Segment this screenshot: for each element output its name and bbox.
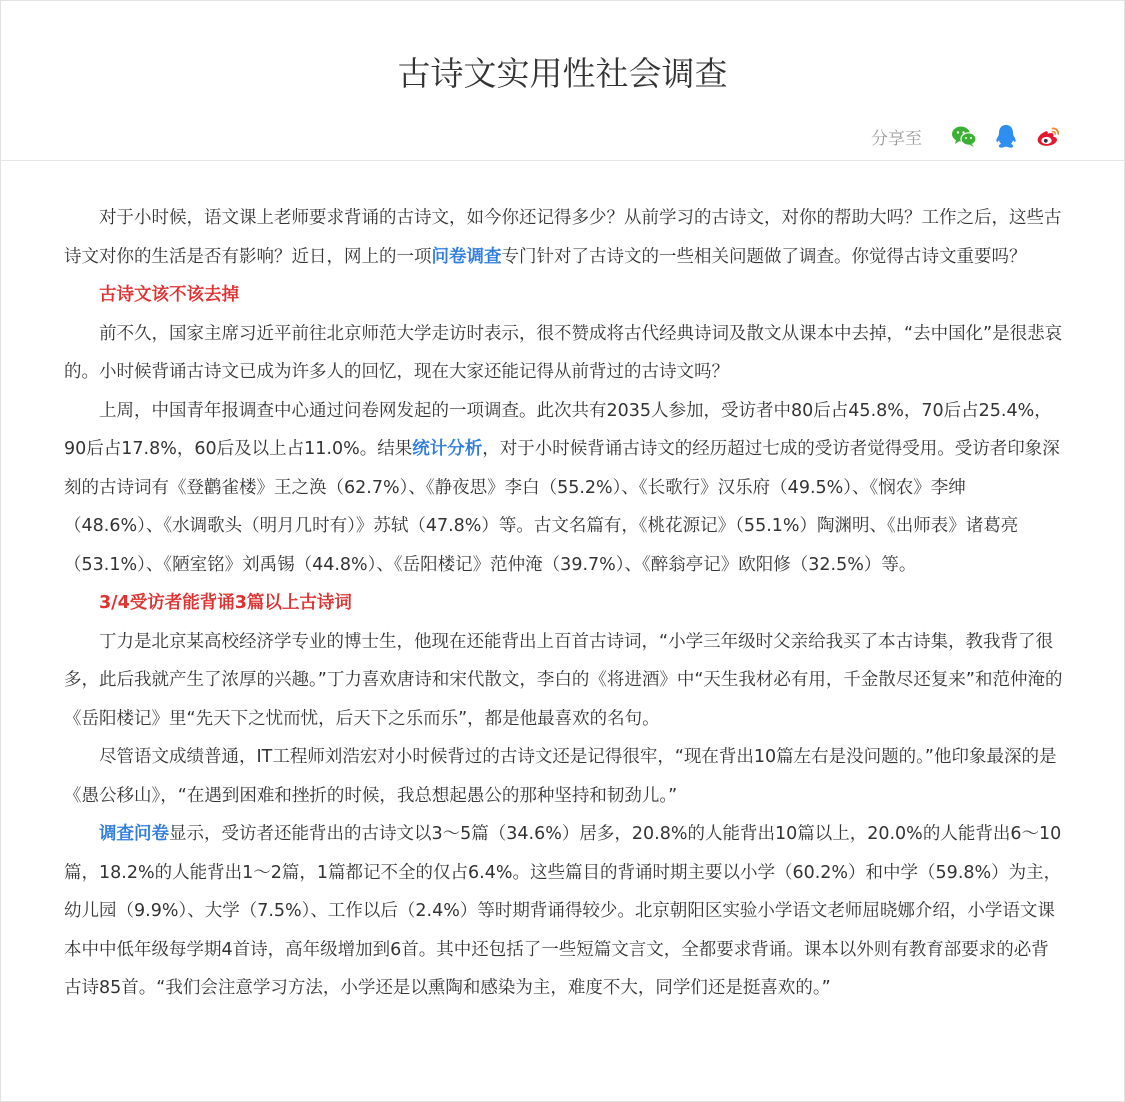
section-heading-2: 3/4受访者能背诵3篇以上古诗词 bbox=[99, 593, 352, 613]
weibo-icon[interactable] bbox=[1034, 122, 1062, 150]
survey-link[interactable]: 问卷调查 bbox=[431, 246, 502, 267]
paragraph-text: 专门针对了古诗文的一些相关问题做了调查。你觉得古诗文重要吗？ bbox=[501, 246, 1027, 267]
paragraph-4: 丁力是北京某高校经济学专业的博士生，他现在还能背出上百首古诗词，“小学三年级时父亲给我买了本古诗集，教我背了很多，此后我就产生了浓厚的兴趣。”丁力喜欢唐诗和宋代散文，李白的《将进酒》中“天生我材必有用，千金散尽还复来”和范仲淹的《岳阳楼记》里“先天下之忧而忧，后天下之乐而乐”，都是他最喜欢的名句。 bbox=[64, 631, 1063, 729]
paragraph-6 bbox=[64, 815, 1064, 1008]
section-heading-1: 古诗文该不该去掉 bbox=[99, 285, 239, 305]
paragraph-text: 对于小时候，语文课上老师要求背诵的古诗文，如今你还记得多少？从前学习的古诗文，对你的帮助大吗？工作之后，这些古诗文对你的生活是否有影响？近日，网上的一项 bbox=[64, 208, 1062, 267]
paragraph-text: 显示，受访者还能背出的古诗文以3～5篇（34.6%）居多，20.8%的人能背出10篇以上，20.0%的人能背出6～10篇，18.2%的人能背出1～2篇，1篇都记不全的仅占6.4%。这些篇目的背诵时期主要以小学（60.2%）和中学（59.8%）为主，幼儿园（9.9%）、大学（7.5%）、工作以后（2.4%）等时期背诵得较少。北京朝阳区实验小学语文老师屈晓娜介绍，小学语文课本中中低年级每学期4首诗，高年级增加到6首。其中还包括了一些短篇文言文，全都要求背诵。课本以外则有教育部要求的必背古诗85首。“我们会注意学习方法，小学还是以熏陶和感染为主，难度不大，同学们还是挺喜欢的。” bbox=[64, 824, 1062, 998]
article-title: 古诗文实用性社会调查 bbox=[397, 54, 728, 93]
share-bar bbox=[871, 121, 1062, 151]
article-header bbox=[1, 1, 1124, 161]
qq-icon[interactable] bbox=[992, 122, 1020, 150]
paragraph-intro bbox=[64, 199, 1064, 276]
article-body bbox=[64, 199, 1064, 1008]
statistics-link[interactable]: 统计分析 bbox=[412, 439, 483, 459]
paragraph-text: 上周，中国青年报调查中心通过问卷网发起的一项调查。此次共有2035人参加，受访者中80后占45.8%，70后占25.4%，90后占17.8%，60后及以上占11.0%。结果 bbox=[64, 400, 1052, 459]
paragraph-text: ，对于小时候背诵古诗文的经历超过七成的受访者觉得受用。受访者印象深刻的古诗词有《登鹳雀楼》王之涣（62.7%）、《静夜思》李白（55.2%）、《长歌行》汉乐府（49.5%）、《悯农》李绅（48.6%）、《水调歌头（明月几时有）》苏轼（47.8%）等。古文名篇有，《桃花源记》（55.1%）陶渊明、《出师表》诸葛亮（53.1%）、《陋室铭》刘禹锡（44.8%）、《岳阳楼记》范仲淹（39.7%）、《醉翁亭记》欧阳修（32.5%）等。 bbox=[64, 439, 1060, 575]
paragraph-3 bbox=[64, 392, 1064, 585]
paragraph-2: 前不久，国家主席习近平前往北京师范大学走访时表示，很不赞成将古代经典诗词及散文从课本中去掉，“去中国化”是很悲哀的。小时候背诵古诗文已成为许多人的回忆，现在大家还能记得从前背过的古诗文吗？ bbox=[64, 323, 1063, 382]
wechat-icon[interactable] bbox=[950, 122, 978, 150]
share-label: 分享至 bbox=[871, 128, 922, 149]
questionnaire-link[interactable]: 调查问卷 bbox=[99, 824, 169, 844]
paragraph-5: 尽管语文成绩普通，IT工程师刘浩宏对小时候背过的古诗文还是记得很牢，“现在背出10篇左右是没问题的。”他印象最深的是《愚公移山》，“在遇到困难和挫折的时候，我总想起愚公的那种坚持和韧劲儿。” bbox=[64, 747, 1057, 806]
